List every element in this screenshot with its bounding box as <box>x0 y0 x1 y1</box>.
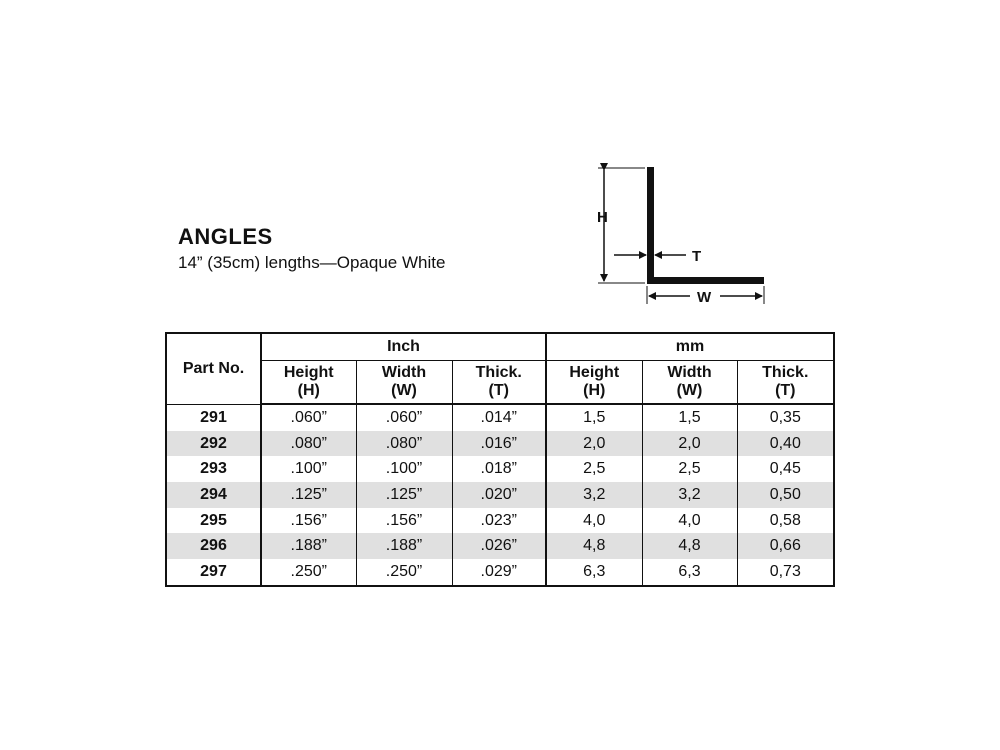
angle-profile-shape <box>647 167 764 284</box>
table-row <box>166 456 834 482</box>
mm-thickness-cell: 0,35 <box>769 408 801 426</box>
part-number-cell: 294 <box>166 482 261 508</box>
inch-width-header: Width (W) <box>356 361 452 405</box>
page-title: ANGLES <box>178 224 273 249</box>
inch-width-cell: .188” <box>356 533 452 559</box>
mm-width-header: Width (W) <box>642 361 737 405</box>
mm-height-cell: 3,2 <box>546 482 642 508</box>
mm-thickness-cell: 0,66 <box>737 533 834 559</box>
angle-profile-diagram <box>590 160 780 310</box>
mm-width-cell: 6,3 <box>642 559 737 586</box>
table-row <box>166 559 834 586</box>
height-label: H <box>597 209 608 226</box>
mm-thickness-cell: 0,45 <box>769 460 801 478</box>
inch-height-cell: .100” <box>261 456 356 482</box>
mm-thickness-cell: 0,40 <box>737 431 834 457</box>
mm-height-header: Height (H) <box>546 361 642 405</box>
thickness-label: T <box>692 248 702 265</box>
inch-height-cell: .125” <box>261 482 356 508</box>
part-number-header: Part No. <box>166 333 261 404</box>
inch-group-header: Inch <box>261 333 546 361</box>
mm-height-cell: 2,5 <box>546 456 642 482</box>
part-number-cell: 297 <box>166 559 261 586</box>
mm-height-cell: 1,5 <box>546 404 642 431</box>
inch-thickness-cell: .018” <box>452 456 546 482</box>
mm-height-cell: 4,8 <box>546 533 642 559</box>
table-row <box>166 508 834 534</box>
mm-width-cell: 2,0 <box>642 431 737 457</box>
inch-thickness-cell: .029” <box>452 559 546 586</box>
width-label: W <box>697 289 712 306</box>
inch-height-cell: .060” <box>261 404 356 431</box>
table-row <box>166 533 834 559</box>
part-number-cell: 291 <box>166 404 261 431</box>
inch-width-cell: .156” <box>356 508 452 534</box>
mm-width-cell: 1,5 <box>642 404 737 431</box>
mm-height-cell: 2,0 <box>546 431 642 457</box>
page-subtitle: 14” (35cm) lengths—Opaque White <box>178 253 446 272</box>
mm-group-header: mm <box>546 333 834 361</box>
inch-width-cell: .080” <box>356 431 452 457</box>
inch-width-cell: .100” <box>356 456 452 482</box>
mm-width-cell: 4,0 <box>642 508 737 534</box>
table-row <box>166 482 834 508</box>
part-number-cell: 296 <box>166 533 261 559</box>
table-row <box>166 404 834 431</box>
part-number-cell: 292 <box>166 431 261 457</box>
inch-height-cell: .156” <box>261 508 356 534</box>
mm-width-cell: 2,5 <box>642 456 737 482</box>
inch-height-cell: .250” <box>261 559 356 586</box>
mm-thickness-cell: 0,50 <box>737 482 834 508</box>
inch-height-cell: .080” <box>261 431 356 457</box>
mm-width-cell: 3,2 <box>642 482 737 508</box>
inch-thickness-header: Thick. (T) <box>452 361 546 405</box>
inch-height-header: Height (H) <box>261 361 356 405</box>
mm-thickness-cell: 0,58 <box>769 511 801 529</box>
mm-width-cell: 4,8 <box>642 533 737 559</box>
angles-spec-table <box>165 332 835 587</box>
inch-width-cell: .060” <box>356 404 452 431</box>
inch-height-cell: .188” <box>261 533 356 559</box>
part-number-cell: 295 <box>166 508 261 534</box>
mm-height-cell: 6,3 <box>546 559 642 586</box>
table-row <box>166 431 834 457</box>
inch-width-cell: .250” <box>356 559 452 586</box>
inch-thickness-cell: .023” <box>452 508 546 534</box>
inch-width-cell: .125” <box>356 482 452 508</box>
inch-thickness-cell: .014” <box>452 404 546 431</box>
inch-thickness-cell: .016” <box>452 431 546 457</box>
mm-height-cell: 4,0 <box>546 508 642 534</box>
mm-thickness-cell: 0,73 <box>769 562 801 580</box>
inch-thickness-cell: .020” <box>452 482 546 508</box>
inch-thickness-cell: .026” <box>452 533 546 559</box>
mm-thickness-header: Thick. (T) <box>737 361 834 405</box>
part-number-cell: 293 <box>166 456 261 482</box>
